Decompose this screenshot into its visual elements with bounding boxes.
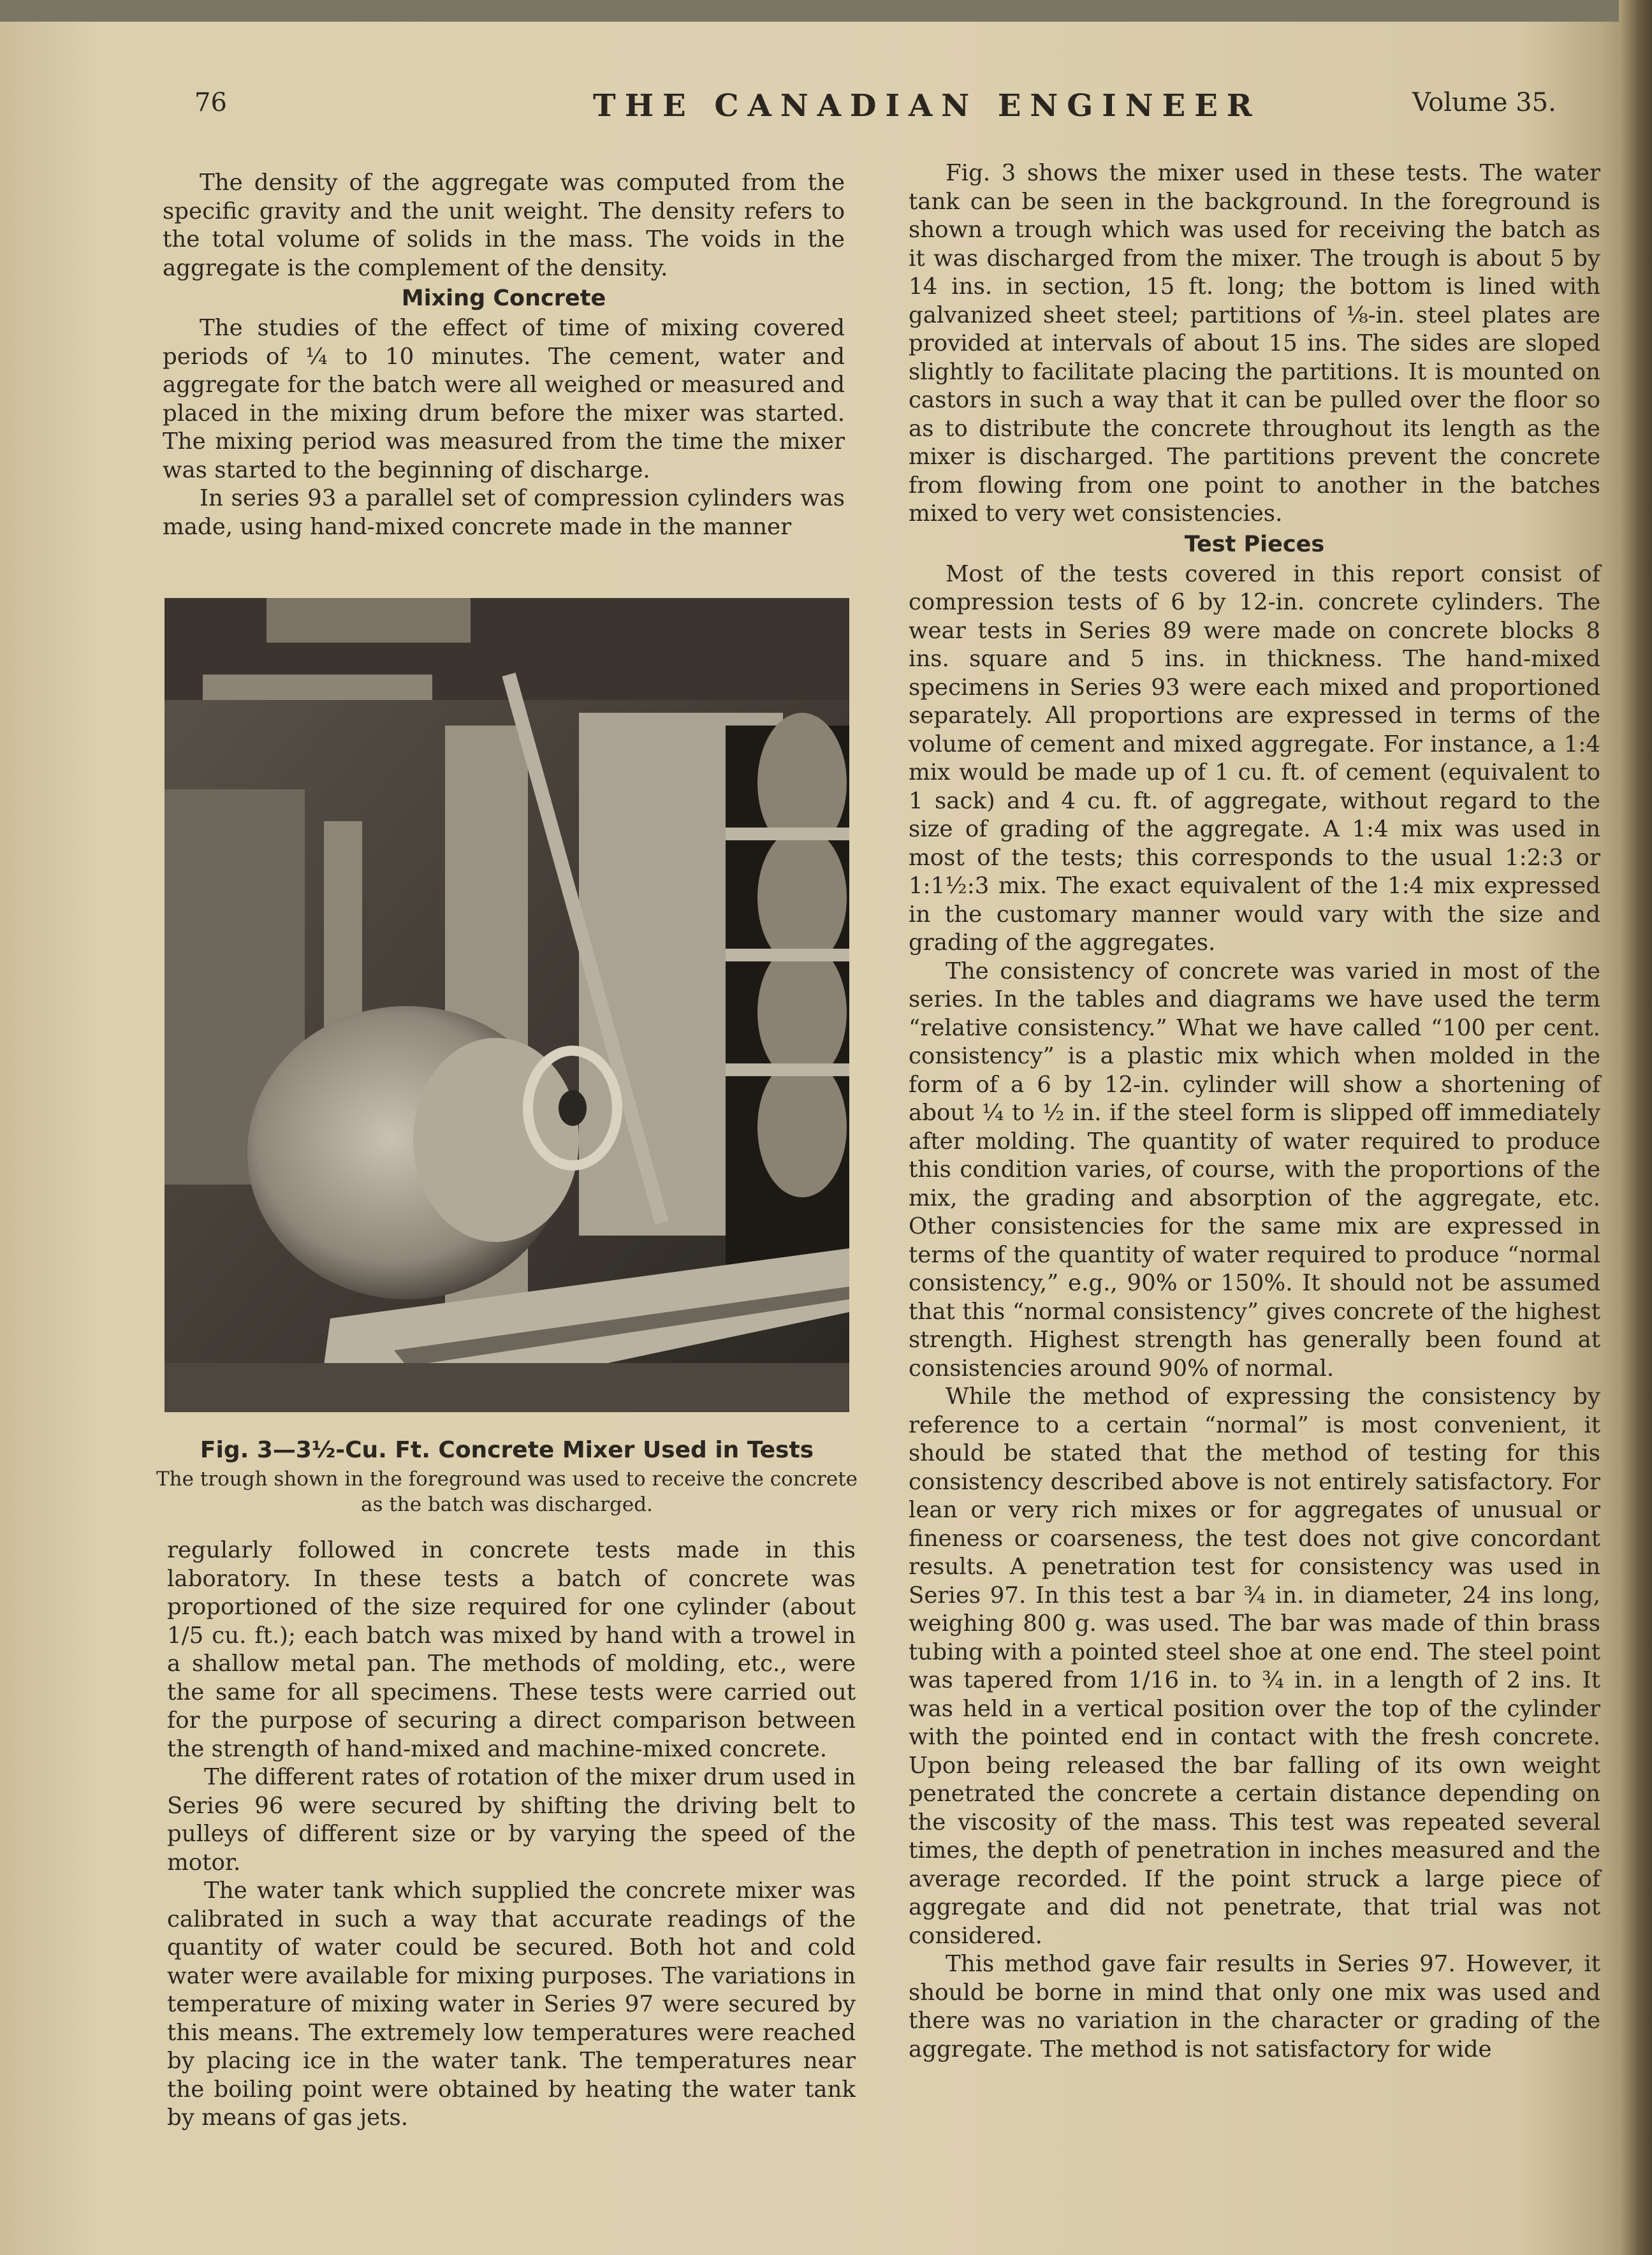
heading-test-pieces: Test Pieces bbox=[1184, 531, 1325, 557]
paragraph-penetration-test: While the method of expressing the consistency by reference to a certain “normal” is most convenient, it should be stated that the method of testing for this consistency described above is not entirely satisfactory. For lean or very rich mixes or for aggregates of unusual or fineness or coarseness, the test does not give concordant results. A penetration test for consistency was used in Series 97. In this test a bar ¾ in. in diameter, 24 ins long, weighing 800 g. was used. The bar was made of thin brass tubing with a pointed steel shoe at one end. The steel point was tapered from 1/16 in. to ¾ in. in a length of 2 ins. It was held in a vertical position over the top of the cylinder with the pointed end in contact with the fresh concrete. Upon being released the bar falling of its own weight penetrated the concrete a certain distance depending on the viscosity of the mass. This test was repeated several times, the depth of penetration in inches measured and the average recorded. If the point struck a large piece of aggregate and did not penetrate, that trial was not considered. bbox=[909, 1383, 1600, 1949]
paragraph-water-tank: The water tank which supplied the concrete mixer was calibrated in such a way that accurate readings of the quantity of water could be secured. Both hot and cold water were available for mixing purposes. The variations in temperature of mixing water in Series 97 were secured by this means. The extremely low temperatures were reached by placing ice in the water tank. The temperatures near the boiling point were obtained by heating the water tank by means of gas jets. bbox=[167, 1878, 856, 2131]
paragraph-mixing-time: The studies of the effect of time of mixing covered periods of ¼ to 10 minutes. The cement, water and aggregate for the batch were all weighed or measured and placed in the mixing drum before the mixer was started. The mixing period was measured from the time the mixer was started to the beginning of discharge. bbox=[163, 315, 845, 483]
left-column-bottom bbox=[167, 1536, 856, 2133]
figure-caption-text: The trough shown in the foreground was used to receive the concrete as the batch was discharged. bbox=[156, 1468, 858, 1516]
paragraph-hand-mixed: regularly followed in concrete tests made in this laboratory. In these tests a batch of concrete was proportioned of the size required for one cylinder (about 1/5 cu. ft.); each batch was mixed by hand with a trowel in a shallow metal pan. The methods of molding, etc., were the same for all specimens. These tests were carried out for the purpose of securing a direct comparison between the strength of hand-mixed and machine-mixed concrete. bbox=[167, 1537, 856, 1762]
running-header bbox=[0, 88, 1652, 145]
paragraph-consistency: The consistency of concrete was varied in most of the series. In the tables and diagrams we have used the term “relative consistency.” What we have called “100 per cent. consistency” is a plastic mix which when molded in the form of a 6 by 12-in. cylinder will show a shortening of about ¼ to ½ in. if the steel form is slipped off immediately after molding. The quantity of water required to produce this condition varies, of course, with the proportions of the mix, the grading and absorption of the aggregate, etc. Other consistencies for the same mix are expressed in terms of the quantity of water required to produce “normal consistency,” e.g., 90% or 150%. It should not be assumed that this “normal consistency” gives concrete of the highest strength. Highest strength has generally been found at consistencies around 90% of normal. bbox=[909, 958, 1600, 1382]
book-spine-edge bbox=[1619, 0, 1652, 2255]
paragraph-series-93: In series 93 a parallel set of compression cylinders was made, using hand-mixed concrete made in the manner bbox=[163, 485, 845, 540]
page-number: 76 bbox=[194, 88, 227, 117]
paragraph-rotation-rates: The different rates of rotation of the mixer drum used in Series 96 were secured by shifting the driving belt to pulleys of different size or by varying the speed of the motor. bbox=[167, 1764, 856, 1876]
paragraph-fig3-description: Fig. 3 shows the mixer used in these tests. The water tank can be seen in the background. In the foreground is shown a trough which was used for receiving the batch as it was discharged from the mixer. The trough is about 5 by 14 ins. in section, 15 ft. long; the bottom is lined with galvanized sheet steel; partitions of ⅛-in. steel plates are provided at intervals of about 15 ins. The sides are sloped slightly to facilitate placing the partitions. It is mounted on castors in such a way that it can be pulled over the floor so as to distribute the concrete throughout its length as the mixer is discharged. The partitions prevent the concrete from flowing from one point to another in the batches mixed to very wet consistencies. bbox=[909, 160, 1600, 527]
paragraph-density: The density of the aggregate was computed from the specific gravity and the unit weight. The density refers to the total volume of solids in the mass. The voids in the aggregate is the complement of the density. bbox=[163, 170, 845, 281]
paragraph-method-results: This method gave fair results in Series 97. However, it should be borne in mind that only one mix was used and there was no variation in the character or grading of the aggregate. The method is not satisfactory for wide bbox=[909, 1951, 1600, 2062]
concrete-mixer-photo bbox=[164, 598, 849, 1412]
figure-caption bbox=[153, 1434, 861, 1517]
mixer-photo-illustration bbox=[164, 598, 849, 1412]
volume-label: Volume 35. bbox=[1412, 88, 1556, 117]
heading-mixing-concrete: Mixing Concrete bbox=[401, 286, 606, 311]
journal-title: THE CANADIAN ENGINEER bbox=[593, 88, 1261, 124]
paragraph-test-pieces: Most of the tests covered in this report consist of compression tests of 6 by 12-in. concrete cylinders. The wear tests in Series 89 were made on concrete blocks 8 ins. square and 5 ins. in thickness. The hand-mixed specimens in Series 93 were each mixed and proportioned separately. All proportions are expressed in terms of the volume of cement and mixed aggregate. For instance, a 1:4 mix would be made up of 1 cu. ft. of cement (equivalent to 1 sack) and 4 cu. ft. of aggregate, without regard to the size of grading of the aggregate. A 1:4 mix was used in most of the tests; this corresponds to the usual 1:2:3 or 1:1½:3 mix. The exact equivalent of the 1:4 mix expressed in the customary manner would vary with the size and grading of the aggregates. bbox=[909, 560, 1600, 956]
right-column bbox=[909, 159, 1600, 2064]
left-column-top bbox=[163, 169, 845, 541]
figure-title: Fig. 3—3½-Cu. Ft. Concrete Mixer Used in Tests bbox=[200, 1437, 814, 1463]
top-binding-edge bbox=[0, 0, 1652, 22]
